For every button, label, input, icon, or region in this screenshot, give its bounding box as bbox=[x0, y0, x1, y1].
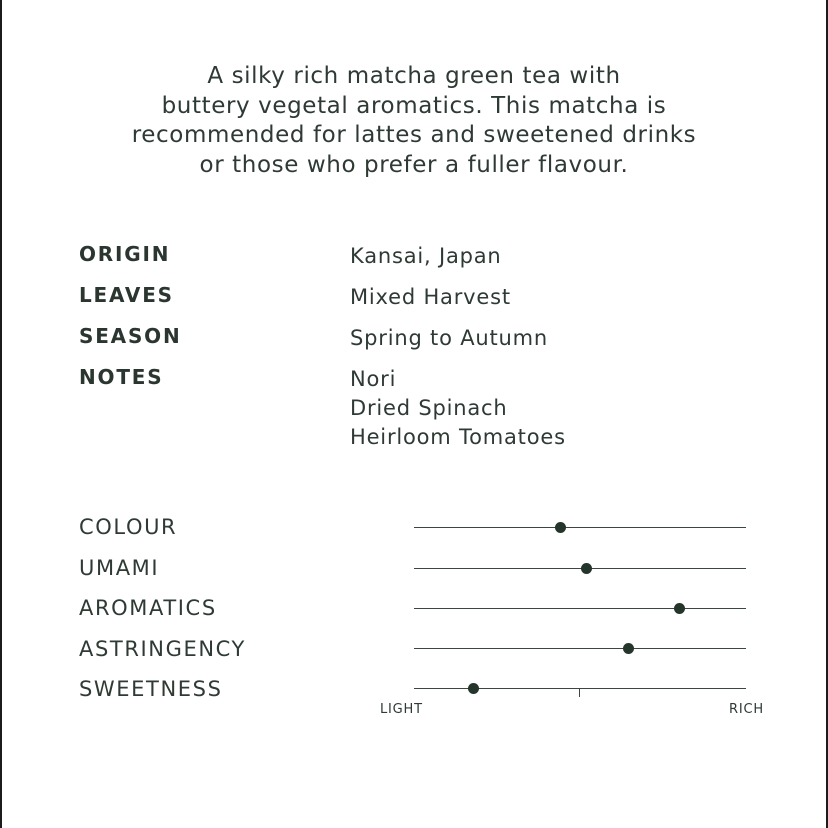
scale-midpoint-tick bbox=[579, 688, 580, 697]
description-line: or those who prefer a fuller flavour. bbox=[199, 151, 629, 178]
scale-min-label: LIGHT bbox=[380, 702, 423, 717]
profile-label-colour: COLOUR bbox=[79, 515, 178, 539]
spec-label: ORIGIN bbox=[79, 242, 171, 266]
spec-value bbox=[350, 242, 502, 271]
profile-label-aromatics: AROMATICS bbox=[79, 596, 217, 620]
profile-label-sweetness: SWEETNESS bbox=[79, 677, 223, 701]
description-line: recommended for lattes and sweetened drinks bbox=[131, 122, 697, 148]
profile-marker bbox=[581, 563, 592, 574]
spec-value-line: Spring to Autumn bbox=[350, 326, 548, 350]
spec-label: LEAVES bbox=[79, 283, 174, 307]
profile-label-astringency: ASTRINGENCY bbox=[79, 637, 246, 661]
profile-track-colour bbox=[414, 527, 746, 528]
profile-track-aromatics bbox=[414, 608, 746, 609]
spec-value-line: Heirloom Tomatoes bbox=[350, 425, 566, 449]
profile-marker bbox=[468, 683, 479, 694]
spec-value-line: Nori bbox=[350, 367, 397, 391]
spec-value-line: Kansai, Japan bbox=[350, 244, 502, 268]
spec-label: SEASON bbox=[79, 324, 182, 348]
scale-max-label: RICH bbox=[729, 702, 764, 717]
spec-value bbox=[350, 283, 511, 312]
profile-track-astringency bbox=[414, 648, 746, 649]
profile-marker bbox=[623, 643, 634, 654]
profile-label-umami: UMAMI bbox=[79, 556, 160, 580]
spec-label: NOTES bbox=[79, 365, 164, 389]
profile-track-umami bbox=[414, 568, 746, 569]
profile-marker bbox=[674, 603, 685, 614]
product-description bbox=[60, 62, 768, 180]
left-border bbox=[0, 0, 2, 828]
profile-marker bbox=[555, 522, 566, 533]
description-line: A silky rich matcha green tea with bbox=[207, 63, 621, 89]
spec-value bbox=[350, 365, 566, 452]
spec-value bbox=[350, 324, 548, 353]
spec-value-line: Dried Spinach bbox=[350, 396, 508, 420]
profile-track-sweetness bbox=[414, 688, 746, 689]
spec-value-line: Mixed Harvest bbox=[350, 285, 511, 309]
description-line: buttery vegetal aromatics. This matcha is bbox=[161, 92, 667, 119]
